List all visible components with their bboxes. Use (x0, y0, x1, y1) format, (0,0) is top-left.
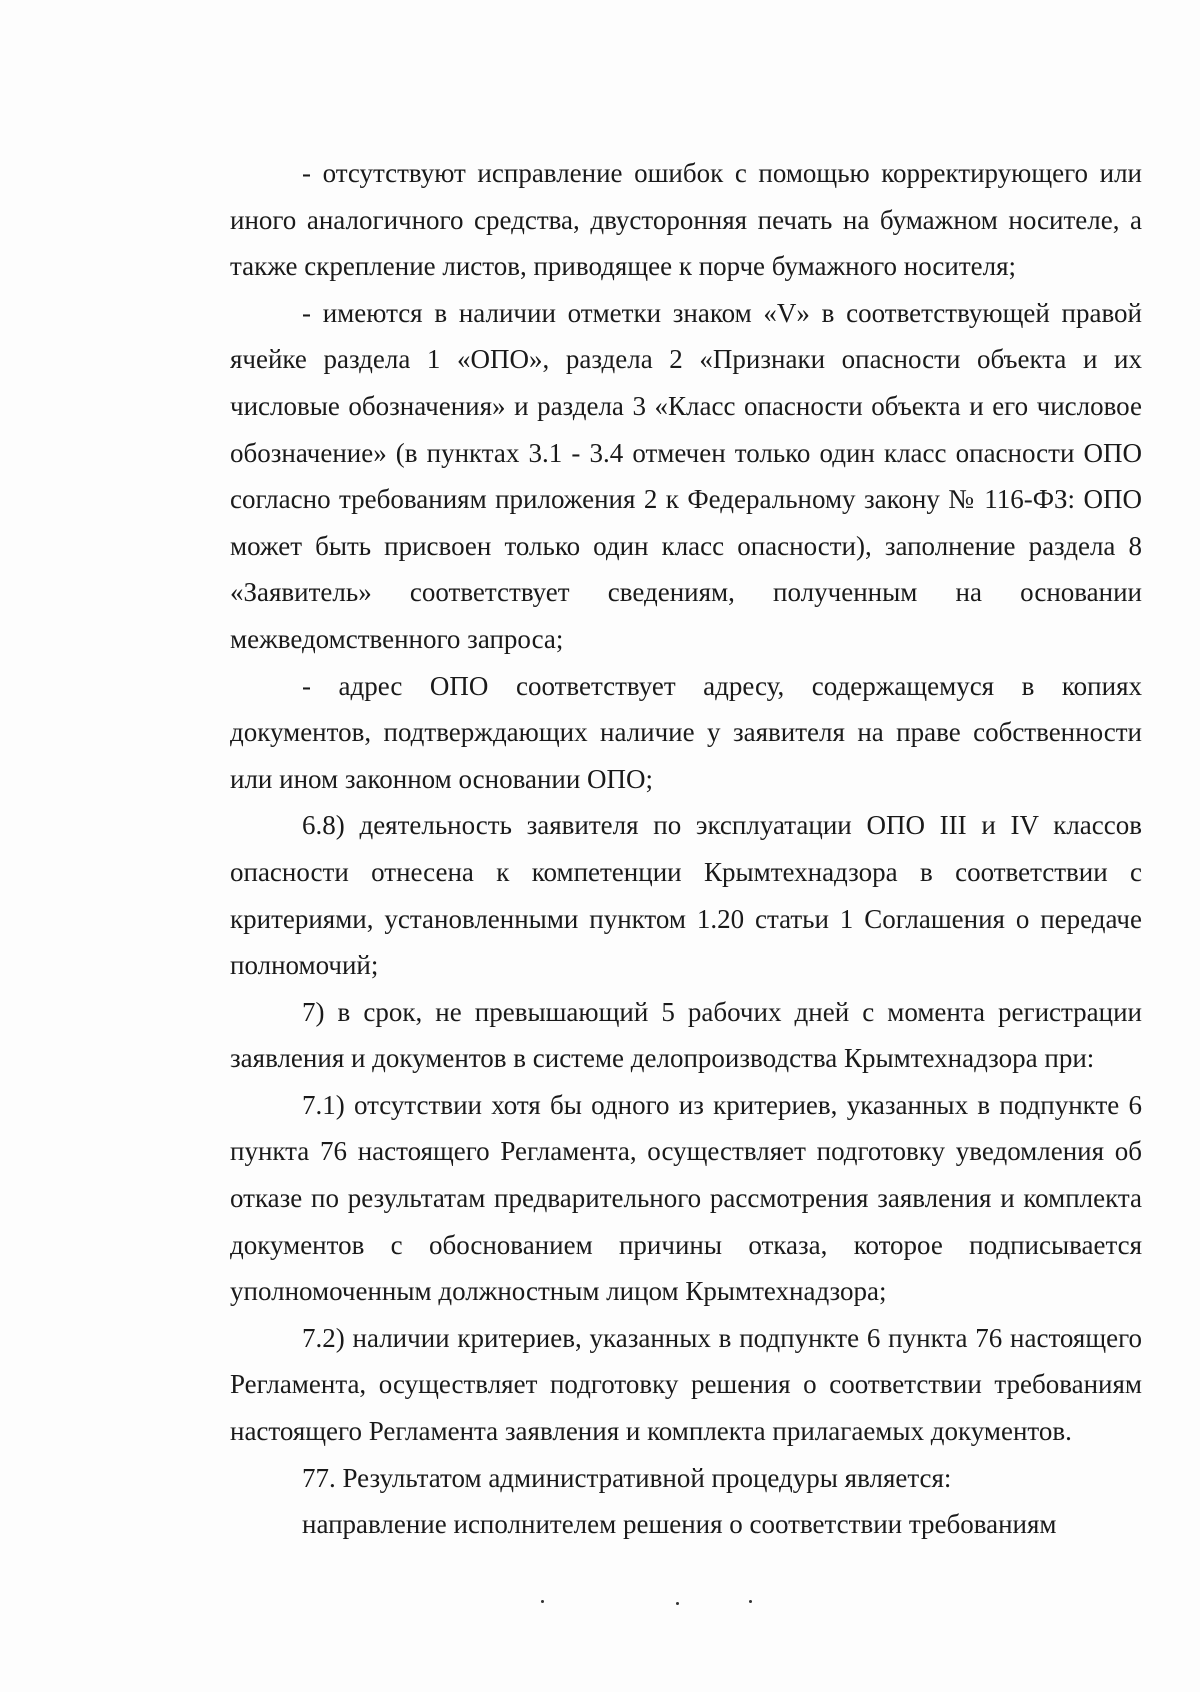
paragraph-item-7-1: 7.1) отсутствии хотя бы одного из критериев, указанных в подпункте 6 пункта 76 настоящего Регламента, осуществляет подготовку уведомления об отказе по результатам предварительного рассмотрения заявления и комплекта документов с обоснованием причины отказа, которое подписывается уполномоченным должностным лицом Крымтехнадзора; (230, 1089, 1142, 1307)
paragraph-result-direction: направление исполнителем решения о соответствии требованиям (302, 1509, 1057, 1540)
scan-speck (676, 1602, 679, 1605)
paragraph-item-77: 77. Результатом административной процедуры является: (302, 1462, 952, 1493)
paragraph-item-7: 7) в срок, не превышающий 5 рабочих дней с момента регистрации заявления и документов в системе делопроизводства Крымтехнадзора при: (230, 996, 1142, 1074)
document-body (230, 150, 1142, 1548)
paragraph-no-corrections: - отсутствуют исправление ошибок с помощью корректирующего или иного аналогичного средства, двусторонняя печать на бумажном носителе, а также скрепление листов, приводящее к порче бумажного носителя; (230, 158, 1142, 282)
paragraph-marks-present: - имеются в наличии отметки знаком «V» в соответствующей правой ячейке раздела 1 «ОПО», раздела 2 «Признаки опасности объекта и их числовые обозначения» и раздела 3 «Класс опасности объекта и его числовое обозначение» (в пунктах 3.1 - 3.4 отмечен только один класс опасности ОПО согласно требованиям приложения 2 к Федеральному закону № 116-ФЗ: ОПО может быть присвоен только один класс опасности), заполнение раздела 8 «Заявитель» соответствует сведениям, полученным на основании межведомственного запроса; (230, 297, 1142, 654)
scan-speck (749, 1600, 752, 1603)
paragraph-item-7-2: 7.2) наличии критериев, указанных в подпункте 6 пункта 76 настоящего Регламента, осуществляет подготовку решения о соответствии требованиям настоящего Регламента заявления и комплекта прилагаемых документов. (230, 1322, 1142, 1447)
scan-speck (541, 1600, 544, 1603)
paragraph-item-6-8: 6.8) деятельность заявителя по эксплуатации ОПО III и IV классов опасности отнесена к компетенции Крымтехнадзора в соответствии с критериями, установленными пунктом 1.20 статьи 1 Соглашения о передаче полномочий; (230, 810, 1142, 981)
paragraph-address-match: - адрес ОПО соответствует адресу, содержащемуся в копиях документов, подтверждающих наличие у заявителя на праве собственности или ином законном основании ОПО; (230, 670, 1142, 794)
